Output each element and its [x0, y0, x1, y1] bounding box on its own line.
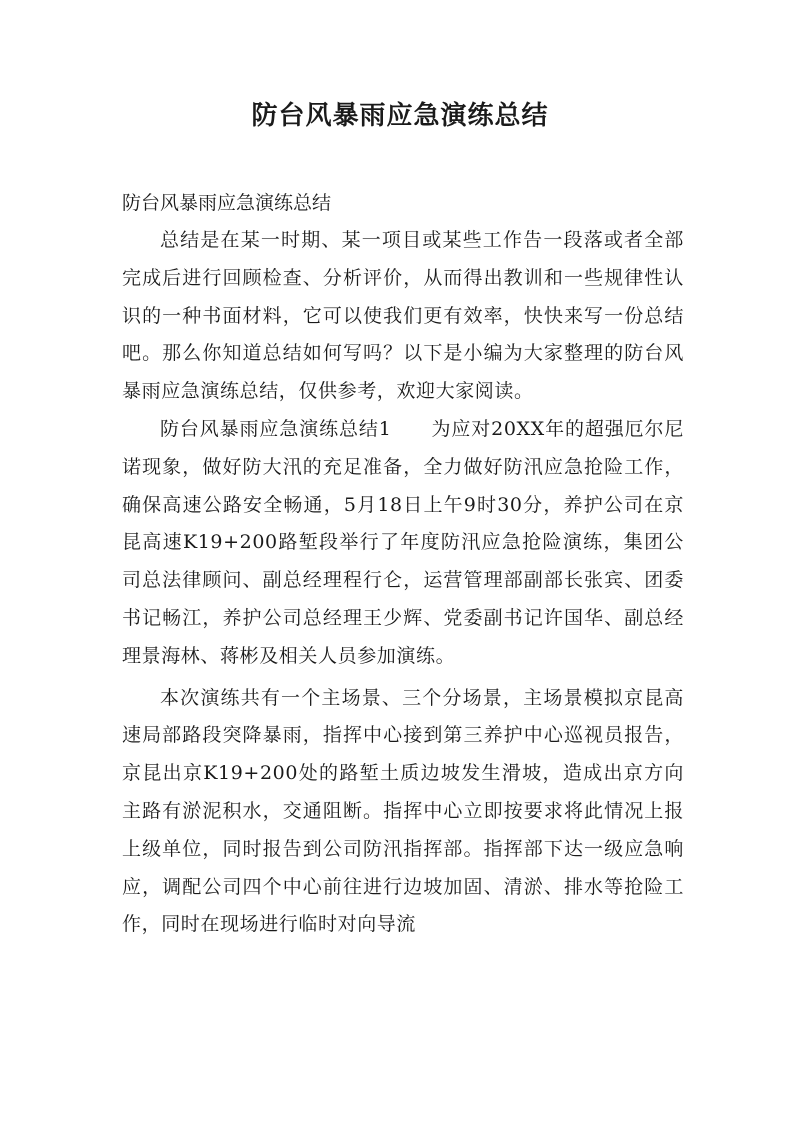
paragraph-scenario: 本次演练共有一个主场景、三个分场景，主场景模拟京昆高速局部路段突降暴雨，指挥中心接到第三养护中心巡视员报告，京昆出京K19+200处的路堑土质边坡发生滑坡，造成出京方向主路有淤泥积水，交通阻断。指挥中心立即按要求将此情况上报上级单位，同时报告到公司防汛指挥部。指挥部下达一级应急响应，调配公司四个中心前往进行边坡加固、清淤、排水等抢险工作，同时在现场进行临时对向导流 — [122, 686, 684, 936]
document-title: 防台风暴雨应急演练总结 — [251, 101, 549, 131]
document-subtitle: 防台风暴雨应急演练总结 — [122, 192, 332, 214]
document-body — [122, 185, 684, 944]
paragraph-summary-1: 防台风暴雨应急演练总结1 为应对20XX年的超强厄尔尼诺现象，做好防大汛的充足准备，全力做好防汛应急抢险工作，确保高速公路安全畅通，5月18日上午9时30分，养护公司在京昆高速K19+200路堑段举行了年度防汛应急抢险演练，集团公司总法律顾问、副总经理程行仑，运营管理部副部长张宾、团委书记畅江，养护公司总经理王少辉、党委副书记许国华、副总经理景海林、蒋彬及相关人员参加演练。 — [122, 417, 684, 667]
paragraph-intro: 总结是在某一时期、某一项目或某些工作告一段落或者全部完成后进行回顾检查、分析评价，从而得出教训和一些规律性认识的一种书面材料，它可以使我们更有效率，快快来写一份总结吧。那么你知道总结如何写吗？以下是小编为大家整理的防台风暴雨应急演练总结，仅供参考，欢迎大家阅读。 — [122, 229, 684, 403]
